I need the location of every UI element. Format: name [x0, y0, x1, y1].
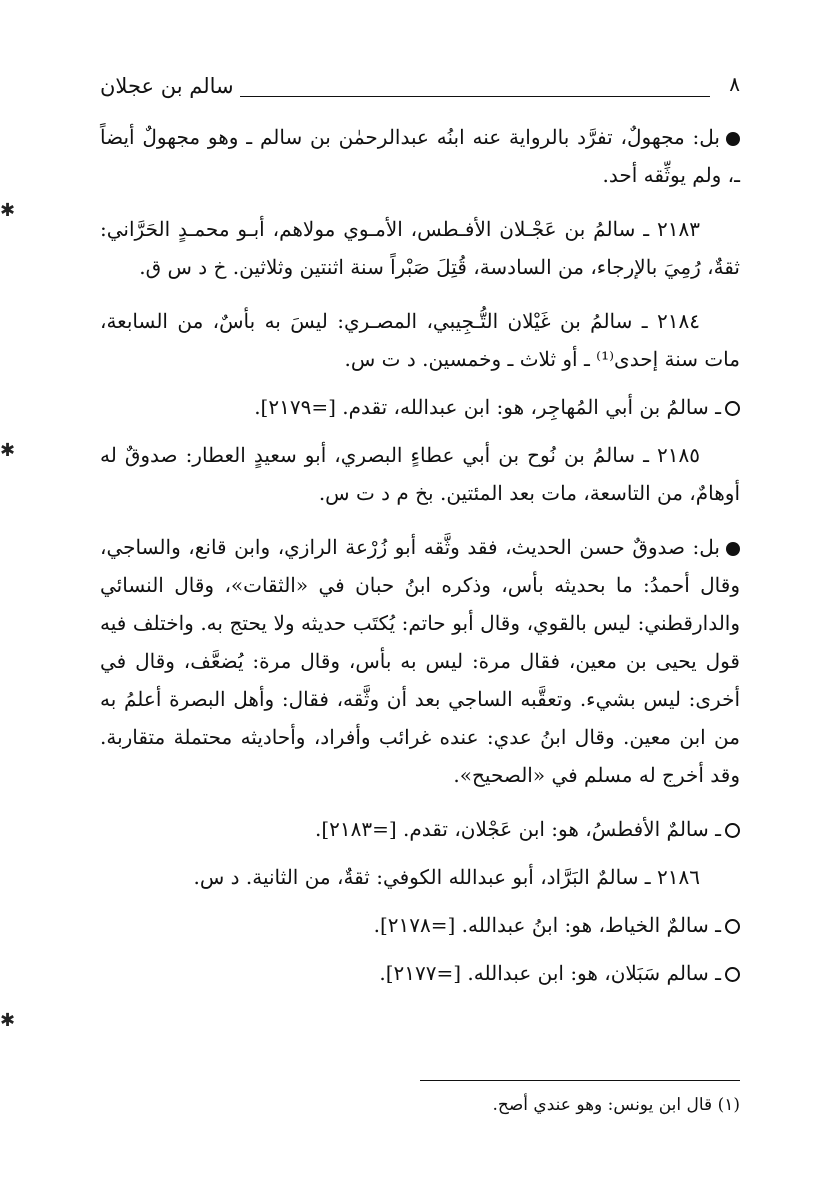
page-body — [100, 118, 740, 1002]
commentary-text: بل: مجهولٌ، تفرَّد بالرواية عنه ابنُه عبدالرحمٰن بن سالم ـ وهو مجهولٌ أيضاً ـ، ولم يوثِّقه أحد. — [100, 125, 740, 187]
cross-reference — [100, 954, 740, 992]
scan-edge-mark: ✱ — [0, 1010, 16, 1031]
entry-2184 — [100, 302, 740, 378]
entry-2186 — [100, 858, 740, 896]
entry-text: ٢١٨٣ ـ سالمُ بن عَجْـلان الأفـطس، الأمـوي مولاهم، أبـو محمـدٍ الحَرَّاني: ثقةٌ، رُمِيَ بالإرجاء، من السادسة، قُتِلَ صَبْراً سنة اثنتين وثلاثين. خ د س ق. — [100, 217, 740, 279]
footnote: (١) قال ابن يونس: وهو عندي أصح. — [492, 1095, 740, 1115]
cross-reference — [100, 906, 740, 944]
hollow-circle-icon — [725, 967, 740, 982]
entry-text: ٢١٨٦ ـ سالمٌ البَرَّاد، أبو عبدالله الكوفي: ثقةٌ، من الثانية. د س. — [193, 865, 700, 889]
hollow-circle-icon — [725, 919, 740, 934]
commentary-paragraph — [100, 118, 740, 194]
cross-reference — [100, 810, 740, 848]
filled-bullet-icon — [726, 542, 740, 556]
hollow-circle-icon — [725, 401, 740, 416]
cross-reference — [100, 388, 740, 426]
entry-text: ٢١٨٤ ـ سالمُ بن غَيْلان التُّـجِيبي، المصـري: ليسَ به بأسٌ، من السابعة، مات سنة إحدى⁽¹⁾ ـ أو ثلاث ـ وخمسين. د ت س. — [100, 309, 740, 371]
cross-reference-text: ـ سالمٌ الأفطسُ، هو: ابن عَجْلان، تقدم. [=٢١٨٣]. — [314, 817, 721, 841]
commentary-text: بل: صدوقٌ حسن الحديث، فقد وثَّقه أبو زُرْعة الرازي، وابن قانع، والساجي، وقال أحمدُ: ما بحديثه بأس، وذكره ابنُ حبان في «الثقات»، وقال النسائي والدارقطني: ليس بالقوي، وقال أبو حاتم: يُكتَب حديثه ولا يحتج به. واختلف فيه قول يحيى بن معين، فقال مرة: ليس به بأس، وقال مرة: يُضعَّف، وقال في أخرى: ليس بشيء. وتعقَّبه الساجي بعد أن وثَّقه، فقال: وأهل البصرة أعلمُ به من ابن معين. وقال ابنُ عدي: عنده غرائب وأفراد، وأحاديثه محتملة متقاربة. وقد أخرج له مسلم في «الصحيح». — [100, 535, 740, 787]
cross-reference-text: ـ سالم سَبَلان، هو: ابن عبدالله. [=٢١٧٧]. — [379, 961, 721, 985]
scan-edge-mark: ✱ — [0, 440, 16, 461]
cross-reference-text: ـ سالمٌ الخياط، هو: ابنُ عبدالله. [=٢١٧٨]. — [373, 913, 721, 937]
commentary-paragraph — [100, 528, 740, 794]
hollow-circle-icon — [725, 823, 740, 838]
entry-2183 — [100, 210, 740, 286]
filled-bullet-icon — [726, 132, 740, 146]
page-number: ٨ — [729, 72, 740, 96]
header-rule — [240, 96, 710, 97]
footnote-rule — [420, 1080, 740, 1081]
entry-2185 — [100, 436, 740, 512]
scan-edge-mark: ✱ — [0, 200, 16, 221]
running-title: سالم بن عجلان — [100, 74, 234, 98]
entry-text: ٢١٨٥ ـ سالمُ بن نُوح بن أبي عطاءٍ البصري، أبو سعيدٍ العطار: صدوقٌ له أوهامٌ، من التاسعة، مات بعد المئتين. بخ م د ت س. — [100, 443, 740, 505]
cross-reference-text: ـ سالمُ بن أبي المُهاجِر، هو: ابن عبدالله، تقدم. [=٢١٧٩]. — [254, 395, 721, 419]
page-header — [100, 72, 740, 106]
